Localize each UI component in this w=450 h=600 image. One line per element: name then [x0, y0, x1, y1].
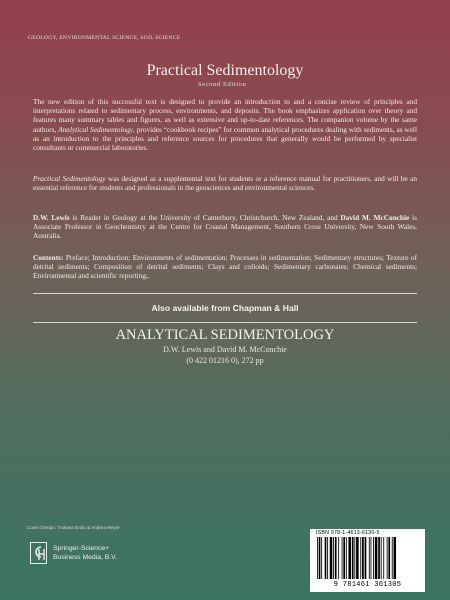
isbn-label: ISBN 978-1-4613-6130-5: [316, 530, 380, 536]
contents-label: Contents:: [33, 253, 64, 262]
description-text: The new edition of this successful text is designed to provide an introduction to and a concise review of principles and interpretations related to sedimentary process, environments, and deposits. The book emphasizes application over theory and features many summary tables and figures, as well as extensive and up-to-date references. The companion volume by the same authors,: [33, 97, 417, 134]
companion-title: Analytical Sedimentology: [58, 124, 134, 134]
author-bio-text: is Reader in Geology at the University of Canterbury, Christchurch, New Zealand, and: [69, 213, 341, 222]
cover-design-credit: Cover Design: Trukasa Endo & Andrea Meyer: [27, 525, 120, 530]
description-paragraph-1: [33, 97, 417, 152]
publisher-line-2: Business Media, B.V.: [53, 554, 117, 561]
book-title-italic: Practical Sedimentology: [33, 174, 106, 183]
companion-book-authors: D.W. Lewis and David M. McConchie: [163, 345, 287, 354]
barcode-panel: [310, 529, 425, 592]
barcode-icon: [315, 537, 420, 581]
springer-ch-logo-icon: [30, 542, 47, 564]
edition-label: Second Edition: [198, 81, 247, 88]
contents-list: Preface; Introduction; Environments of sedimentation; Processes in sedimentation; Sedimentary structures; Texture of detrital sediments; Composition of detrital sediments; Clays and colloids; Sedimentary carbonates; Chemical sediments; Environmental and scientific reporting;.: [33, 253, 417, 281]
description-text: was designed as a supplemental text for students or a reference manual for practitioners, and will be an essential reference for students and professionals in the geosciences and environmental sciences.: [33, 174, 418, 193]
publisher-name: [53, 544, 117, 562]
contents-paragraph: [33, 253, 417, 281]
author-bio-text: is Associate Professor in Geochemistry at the Centre for Coastal Management, Southern Cross University, New South Wales, Australia.: [33, 213, 417, 241]
companion-book-isbn: (0 422 01216 0), 272 pp: [186, 356, 264, 365]
companion-book-title: ANALYTICAL SEDIMENTOLOGY: [115, 327, 335, 343]
publisher-line-1: Springer-Science+: [53, 545, 110, 552]
subject-categories: GEOLOGY, ENVIRONMENTAL SCIENCE, SOIL SCIENCE: [28, 35, 181, 41]
author-name: D.W. Lewis: [33, 213, 70, 222]
divider-top: [33, 293, 417, 294]
divider-bottom: [33, 322, 417, 323]
barcode-digits: 9 781461 361305: [333, 581, 402, 589]
author-name: David M. McConchie: [340, 213, 410, 222]
description-text: , provides “cookbook recipes” for common analytical procedures dealing with sediments, as well as an introduction to the principles and reference sources for procedures that generally would be performed by specialist consultants or commercial laboratories.: [33, 124, 417, 153]
book-title: Practical Sedimentology: [146, 62, 304, 79]
author-bio-paragraph: [33, 213, 417, 241]
description-paragraph-2: [33, 174, 417, 192]
also-available-heading: Also available from Chapman & Hall: [151, 303, 299, 313]
